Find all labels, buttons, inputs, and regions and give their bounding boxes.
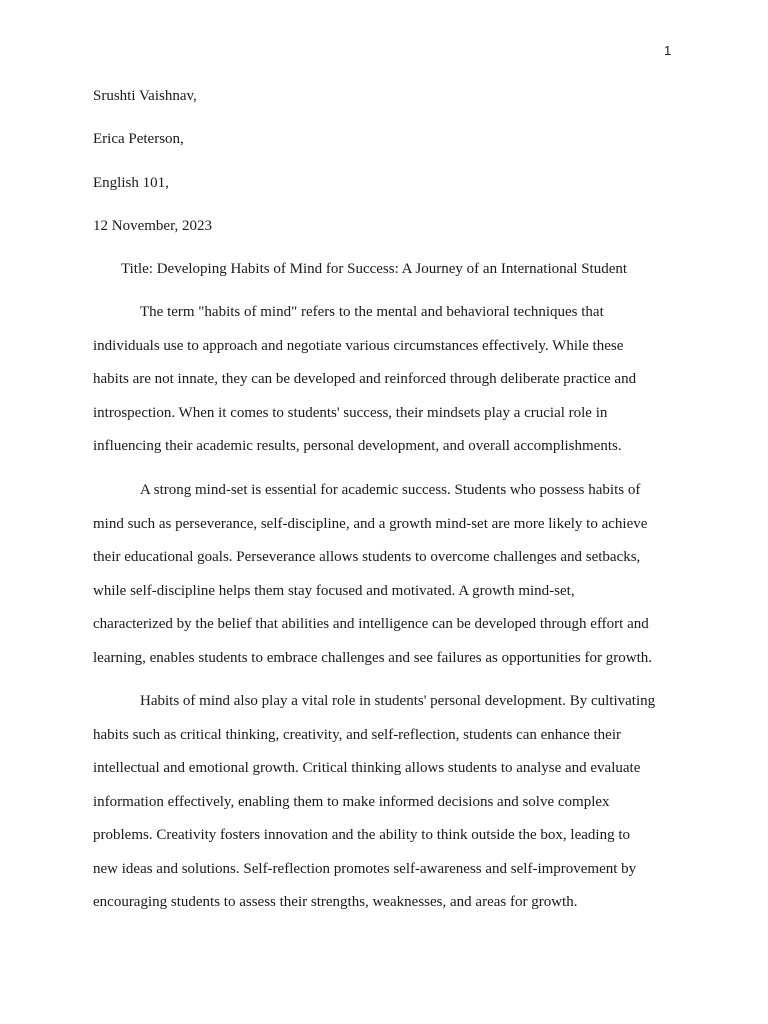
- paragraph-line: intellectual and emotional growth. Critical thinking allows students to analyse and evaluate: [93, 760, 641, 777]
- paragraph-1: [93, 302, 677, 470]
- paragraph-line: while self-discipline helps them stay focused and motivated. A growth mind-set,: [93, 582, 575, 599]
- paragraph-line: habits such as critical thinking, creativity, and self-reflection, students can enhance their: [93, 726, 622, 743]
- paragraph-line: encouraging students to assess their strengths, weaknesses, and areas for growth.: [93, 894, 578, 911]
- instructor-name: Erica Peterson,: [93, 131, 184, 148]
- paragraph-line: characterized by the belief that abilities and intelligence can be developed through effort and: [93, 616, 649, 633]
- paragraph-line: problems. Creativity fosters innovation and the ability to think outside the box, leading to: [93, 827, 630, 844]
- paragraph-line: The term "habits of mind" refers to the mental and behavioral techniques that: [140, 304, 604, 321]
- page-number: 1: [664, 43, 672, 58]
- paragraph-3: [93, 691, 677, 926]
- paragraph-line: Habits of mind also play a vital role in students' personal development. By cultivating: [140, 693, 656, 710]
- paragraph-line: habits are not innate, they can be developed and reinforced through deliberate practice and: [93, 371, 637, 388]
- paragraph-line: mind such as perseverance, self-discipline, and a growth mind-set are more likely to achieve: [93, 515, 648, 532]
- course-name: English 101,: [93, 174, 169, 191]
- document-date: 12 November, 2023: [93, 217, 212, 234]
- paragraph-2: [93, 480, 677, 681]
- student-name: Srushti Vaishnav,: [93, 88, 197, 104]
- paragraph-line: influencing their academic results, personal development, and overall accomplishments.: [93, 438, 622, 455]
- paragraph-line: A strong mind-set is essential for academic success. Students who possess habits of: [140, 482, 641, 499]
- document-title: Title: Developing Habits of Mind for Success: A Journey of an International Student: [121, 261, 628, 278]
- paragraph-line: their educational goals. Perseverance allows students to overcome challenges and setbacks,: [93, 549, 641, 566]
- paragraph-line: introspection. When it comes to students' success, their mindsets play a crucial role in: [93, 404, 608, 421]
- document-body: [93, 86, 677, 936]
- paragraph-line: new ideas and solutions. Self-reflection promotes self-awareness and self-improvement by: [93, 860, 637, 877]
- paragraph-line: information effectively, enabling them to make informed decisions and solve complex: [93, 793, 610, 810]
- paragraph-line: individuals use to approach and negotiate various circumstances effectively. While these: [93, 337, 624, 354]
- paragraph-line: learning, enables students to embrace challenges and see failures as opportunities for growth.: [93, 649, 652, 666]
